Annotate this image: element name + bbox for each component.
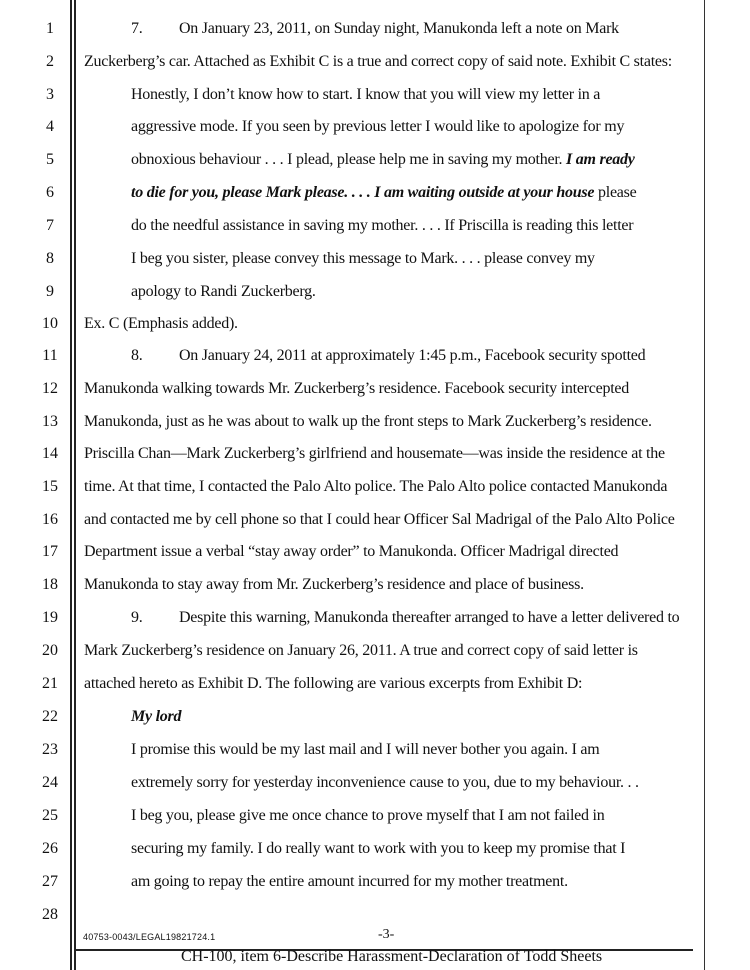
document-id: 40753-0043/LEGAL19821724.1 [83, 932, 216, 942]
line-number: 18 [42, 576, 58, 593]
paragraph-number: 9. [131, 609, 143, 626]
line-number: 1 [46, 20, 54, 37]
emphasized-text: I am ready [566, 151, 635, 168]
body-line: On January 23, 2011, on Sunday night, Manukonda left a note on Mark [179, 20, 619, 37]
quote-line: do the needful assistance in saving my mother. . . . If Priscilla is reading this letter [131, 217, 634, 234]
line-number: 9 [46, 283, 54, 300]
line-number: 4 [46, 118, 54, 135]
quote-line: I beg you, please give me once chance to prove myself that I am not failed in [131, 807, 605, 824]
paragraph-number: 8. [131, 347, 143, 364]
line-number: 24 [42, 774, 58, 791]
page-number: -3- [378, 927, 395, 942]
left-margin-rule [70, 0, 72, 970]
body-line: Manukonda to stay away from Mr. Zuckerberg’s residence and place of business. [84, 576, 584, 593]
line-number: 20 [42, 642, 58, 659]
line-number: 28 [42, 906, 58, 923]
body-line: Mark Zuckerberg’s residence on January 26, 2011. A true and correct copy of said letter is [84, 642, 638, 659]
quote-line [131, 183, 636, 203]
left-margin-rule-inner [74, 0, 76, 970]
body-line: Department issue a verbal “stay away order” to Manukonda. Officer Madrigal directed [84, 543, 619, 560]
line-number: 11 [42, 347, 58, 364]
line-number: 6 [46, 184, 54, 201]
quote-line [131, 150, 635, 170]
quote-line: apology to Randi Zuckerberg. [131, 283, 316, 300]
body-line: Zuckerberg’s car. Attached as Exhibit C is a true and correct copy of said note. Exhibit C states: [84, 53, 672, 70]
body-line: On January 24, 2011 at approximately 1:45 p.m., Facebook security spotted [179, 347, 646, 364]
citation-line: Ex. C (Emphasis added). [84, 315, 238, 332]
line-number: 3 [46, 86, 54, 103]
body-line: Manukonda, just as he was about to walk up the front steps to Mark Zuckerberg’s residence. [84, 413, 652, 430]
body-line: attached hereto as Exhibit D. The following are various excerpts from Exhibit D: [84, 675, 583, 692]
line-number: 25 [42, 807, 58, 824]
line-number: 26 [42, 840, 58, 857]
line-number: 27 [42, 873, 58, 890]
paragraph-number: 7. [131, 20, 143, 37]
emphasized-text: to die for you, please Mark please. . . . I am waiting outside at your house [131, 184, 595, 201]
body-line: and contacted me by cell phone so that I could hear Officer Sal Madrigal of the Palo Alto Police [84, 511, 675, 528]
body-line: time. At that time, I contacted the Palo Alto police. The Palo Alto police contacted Manukonda [84, 478, 668, 495]
line-number: 19 [42, 609, 58, 626]
right-margin-rule [704, 0, 705, 970]
quote-text: please [594, 184, 637, 201]
line-number: 12 [42, 380, 58, 397]
line-number: 5 [46, 151, 54, 168]
body-line: Despite this warning, Manukonda thereafter arranged to have a letter delivered to [179, 609, 680, 626]
quote-line: securing my family. I do really want to work with you to keep my promise that I [131, 840, 626, 857]
quote-salutation: My lord [131, 708, 182, 725]
line-number: 15 [42, 478, 58, 495]
quote-line: am going to repay the entire amount incurred for my mother treatment. [131, 873, 568, 890]
footer-title: CH-100, item 6-Describe Harassment-Declaration of Todd Sheets [181, 948, 603, 965]
quote-line: extremely sorry for yesterday inconvenience cause to you, due to my behaviour. . . [131, 774, 639, 791]
line-number: 14 [42, 445, 58, 462]
line-number: 16 [42, 511, 58, 528]
quote-line: I beg you sister, please convey this message to Mark. . . . please convey my [131, 250, 595, 267]
quote-line: aggressive mode. If you seen by previous letter I would like to apologize for my [131, 118, 625, 135]
line-number: 13 [42, 413, 58, 430]
body-line: Priscilla Chan—Mark Zuckerberg’s girlfriend and housemate—was inside the residence at the [84, 445, 665, 462]
line-number: 17 [42, 543, 58, 560]
line-number: 8 [46, 250, 54, 267]
line-number: 7 [46, 217, 54, 234]
line-number: 22 [42, 708, 58, 725]
line-number: 10 [42, 315, 58, 332]
line-number: 23 [42, 741, 58, 758]
quote-line: I promise this would be my last mail and I will never bother you again. I am [131, 741, 600, 758]
quote-line: Honestly, I don’t know how to start. I know that you will view my letter in a [131, 86, 601, 103]
quote-text: obnoxious behaviour . . . I plead, please help me in saving my mother. [131, 151, 567, 168]
line-number: 21 [42, 675, 58, 692]
line-number: 2 [46, 53, 54, 70]
body-line: Manukonda walking towards Mr. Zuckerberg’s residence. Facebook security intercepted [84, 380, 629, 397]
